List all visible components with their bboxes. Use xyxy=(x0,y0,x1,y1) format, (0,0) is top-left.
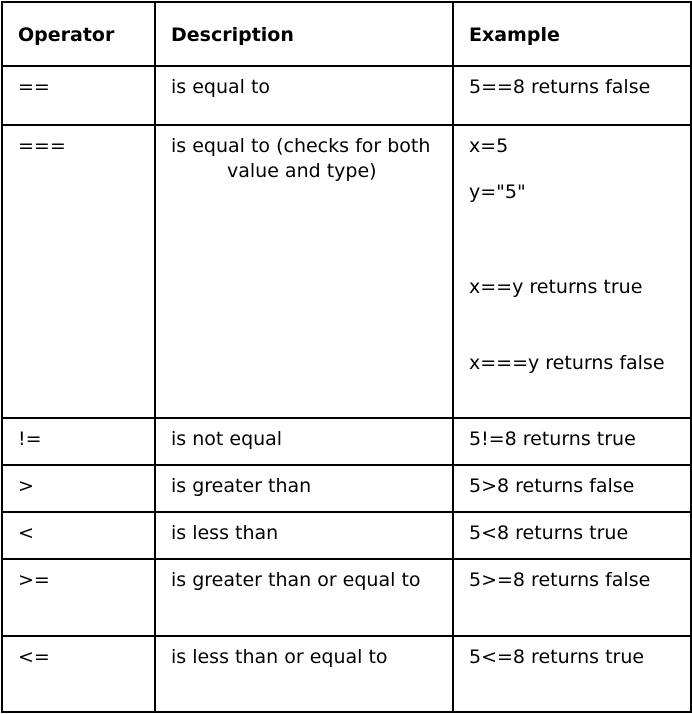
table-row xyxy=(2,465,691,512)
operator-cell: <= xyxy=(2,636,155,712)
operator-cell: > xyxy=(2,465,155,512)
example-line: x==y returns true xyxy=(469,276,643,298)
example-cell: 5<8 returns true xyxy=(453,512,691,559)
table-row xyxy=(2,66,691,125)
operator-cell: != xyxy=(2,418,155,465)
operator-cell: >= xyxy=(2,559,155,636)
example-line: y="5" xyxy=(469,181,526,203)
description-cell xyxy=(155,125,453,418)
table-row xyxy=(2,559,691,636)
description-cell xyxy=(155,512,453,559)
header-row xyxy=(2,2,691,66)
description-text: is less than or equal to xyxy=(171,646,388,668)
description-text: is greater than or equal to xyxy=(171,569,421,591)
example-cell: 5>=8 returns false xyxy=(453,559,691,636)
header-example: Example xyxy=(453,2,691,66)
description-text: is greater than xyxy=(171,475,312,497)
example-cell xyxy=(453,125,691,418)
table-row xyxy=(2,418,691,465)
table-row xyxy=(2,125,691,418)
example-cell: 5==8 returns false xyxy=(453,66,691,125)
example-line: x===y returns false xyxy=(469,352,665,374)
description-cell xyxy=(155,465,453,512)
description-cell xyxy=(155,418,453,465)
description-text: is equal to (checks for both value and type) xyxy=(171,135,431,182)
description-text: is less than xyxy=(171,522,279,544)
example-line: x=5 xyxy=(469,135,509,157)
operator-cell: === xyxy=(2,125,155,418)
table-row xyxy=(2,636,691,712)
comparison-operators-table xyxy=(1,1,692,713)
example-cell: 5>8 returns false xyxy=(453,465,691,512)
description-cell xyxy=(155,559,453,636)
description-cell xyxy=(155,66,453,125)
example-cell: 5!=8 returns true xyxy=(453,418,691,465)
description-text: is equal to xyxy=(171,76,271,98)
table-row xyxy=(2,512,691,559)
operator-cell: < xyxy=(2,512,155,559)
header-description: Description xyxy=(155,2,453,66)
example-cell: 5<=8 returns true xyxy=(453,636,691,712)
description-cell xyxy=(155,636,453,712)
header-operator: Operator xyxy=(2,2,155,66)
description-text: is not equal xyxy=(171,428,283,450)
operator-cell: == xyxy=(2,66,155,125)
